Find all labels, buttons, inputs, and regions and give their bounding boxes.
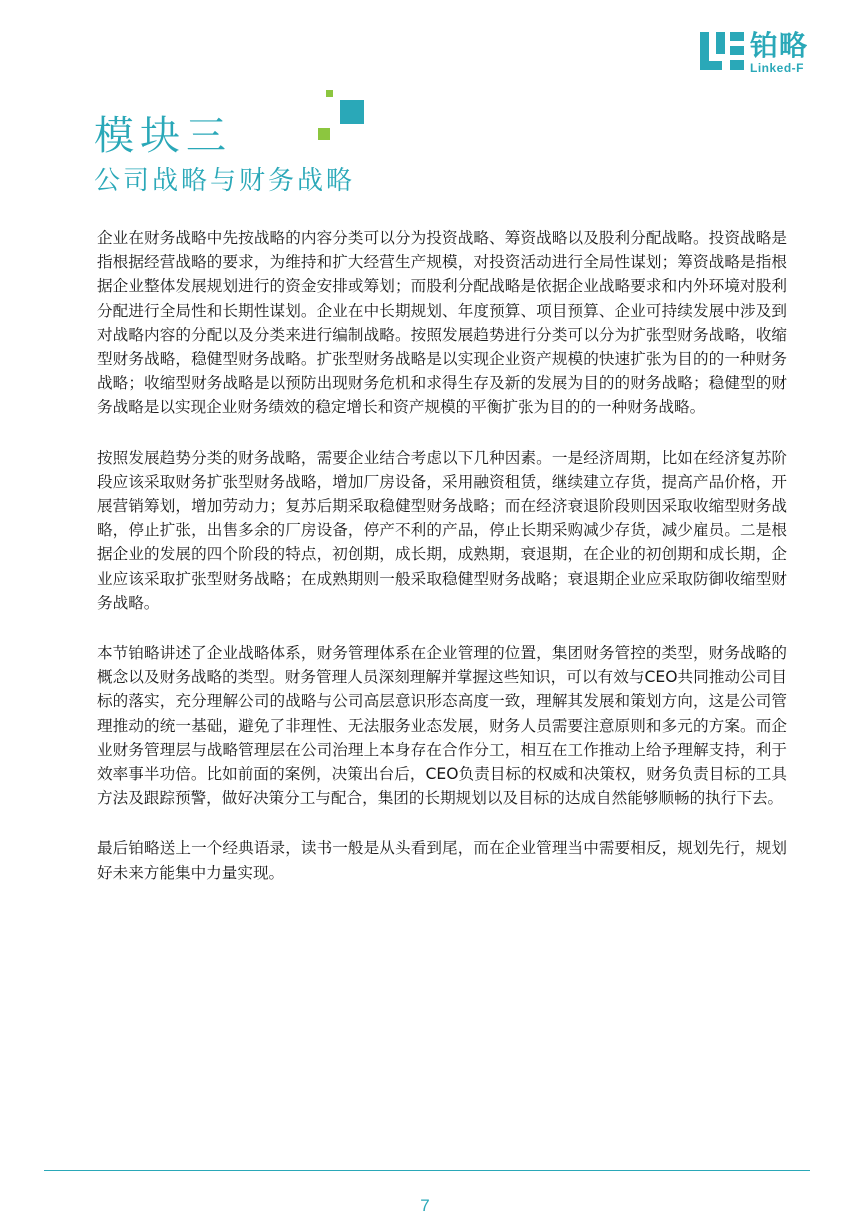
- body-text: [97, 226, 787, 911]
- brand-logo: [700, 29, 808, 75]
- paragraph: 本节铂略讲述了企业战略体系，财务管理体系在企业管理的位置，集团财务管控的类型，财务战略的概念以及财务战略的类型。财务管理人员深刻理解并掌握这些知识，可以有效与CEO共同推动公司目标的落实，充分理解公司的战略与公司高层意识形态高度一致，理解其发展和策划方向，这是公司管理推动的统一基础，避免了非理性、无法服务业态发展，财务人员需要注意原则和多元的方案。而企业财务管理层与战略管理层在公司治理上本身存在合作分工，相互在工作推动上给予理解支持，利于效率事半功倍。比如前面的案例，决策出台后，CEO负责目标的权威和决策权，财务负责目标的工具方法及跟踪预警，做好决策分工与配合，集团的长期规划以及目标的达成自然能够顺畅的执行下去。: [97, 644, 787, 808]
- module-title: 模块三: [94, 113, 232, 159]
- paragraph: 按照发展趋势分类的财务战略，需要企业结合考虑以下几种因素。一是经济周期，比如在经济复苏阶段应该采取财务扩张型财务战略，增加厂房设备，采用融资租赁，继续建立存货，提高产品价格，开展营销筹划，增加劳动力；复苏后期采取稳健型财务战略；而在经济衰退阶段则因采取收缩型财务战略，停止扩张，出售多余的厂房设备，停产不利的产品，停止长期采购减少存货，减少雇员。二是根据企业的发展的四个阶段的特点，初创期，成长期，成熟期，衰退期，在企业的初创期和成长期，企业应该采取扩张型财务战略；在成熟期则一般采取稳健型财务战略；衰退期企业应采取防御收缩型财务战略。: [97, 448, 787, 612]
- footer-divider: [44, 1170, 810, 1171]
- page-number: 7: [420, 1196, 430, 1215]
- logo-brand-en: Linked-F: [749, 61, 804, 75]
- logo-brand-cn: 铂略: [749, 29, 808, 62]
- module-subtitle: 公司战略与财务战略: [94, 166, 356, 196]
- decorative-squares-icon: [316, 88, 368, 144]
- logo-mark-icon: [700, 32, 744, 72]
- paragraph: 企业在财务战略中先按战略的内容分类可以分为投资战略、筹资战略以及股利分配战略。投资战略是指根据经营战略的要求，为维持和扩大经营生产规模，对投资活动进行全局性谋划；筹资战略是指根据企业整体发展规划进行的资金安排或筹划；而股利分配战略是依据企业战略要求和内外环境对股利分配进行全局性和长期性谋划。企业在中长期规划、年度预算、项目预算、企业可持续发展中涉及到对战略内容的分配以及分类来进行编制战略。按照发展趋势进行分类可以分为扩张型财务战略，收缩型财务战略，稳健型财务战略。扩张型财务战略是以实现企业资产规模的快速扩张为目的的一种财务战略；收缩型财务战略是以预防出现财务危机和求得生存及新的发展为目的的财务战略；稳健型的财务战略是以实现企业财务绩效的稳定增长和资产规模的平衡扩张为目的的一种财务战略。: [97, 229, 787, 417]
- paragraph: 最后铂略送上一个经典语录，读书一般是从头看到尾，而在企业管理当中需要相反，规划先行，规划好未来方能集中力量实现。: [97, 839, 787, 882]
